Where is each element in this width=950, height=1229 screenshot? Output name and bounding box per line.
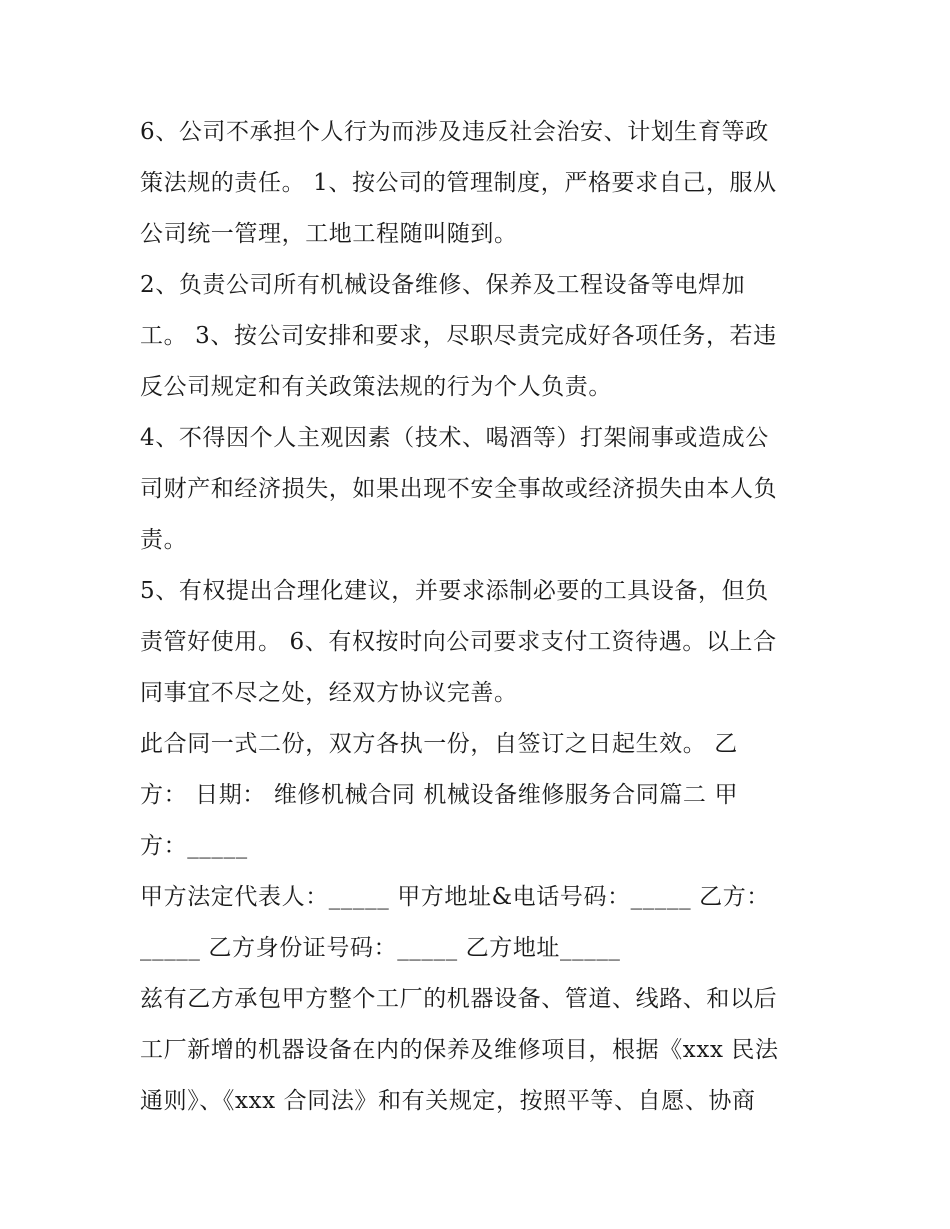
text-line: 工厂新增的机器设备在内的保养及维修项目，根据《xxx 民法	[140, 1037, 779, 1063]
text-line: 公司统一管理，工地工程随叫随到。	[140, 221, 518, 247]
text-line: 5、有权提出合理化建议，并要求添制必要的工具设备，但负	[140, 578, 769, 604]
text-line: 方：_____	[140, 833, 248, 859]
text-line: 兹有乙方承包甲方整个工厂的机器设备、管道、线路、和以后	[140, 986, 778, 1012]
text-line: 2、负责公司所有机械设备维修、保养及工程设备等电焊加	[140, 272, 746, 298]
text-line: 甲方法定代表人：_____ 甲方地址&电话号码：_____ 乙方：	[140, 884, 770, 910]
text-line: 4、不得因个人主观因素（技术、喝酒等）打架闹事或造成公	[140, 425, 769, 451]
text-line: _____ 乙方身份证号码：_____ 乙方地址_____	[140, 935, 621, 961]
text-line: 策法规的责任。 1、按公司的管理制度，严格要求自己，服从	[140, 170, 777, 196]
text-line: 责。	[140, 527, 188, 553]
text-line: 反公司规定和有关政策法规的行为个人负责。	[140, 374, 612, 400]
text-line: 工。 3、按公司安排和要求，尽职尽责完成好各项任务，若违	[140, 323, 777, 349]
text-line: 司财产和经济损失，如果出现不安全事故或经济损失由本人负	[140, 476, 778, 502]
text-line: 同事宜不尽之处，经双方协议完善。	[140, 680, 518, 706]
text-line: 此合同一式二份，双方各执一份，自签订之日起生效。 乙	[140, 731, 738, 757]
text-line: 责管好使用。 6、有权按时向公司要求支付工资待遇。以上合	[140, 629, 777, 655]
text-line: 方： 日期： 维修机械合同 机械设备维修服务合同篇二 甲	[140, 782, 739, 808]
contract-text	[140, 107, 820, 1127]
text-line: 通则》、《xxx 合同法》和有关规定，按照平等、自愿、协商	[140, 1088, 756, 1114]
text-line: 6、公司不承担个人行为而涉及违反社会治安、计划生育等政	[140, 119, 769, 145]
